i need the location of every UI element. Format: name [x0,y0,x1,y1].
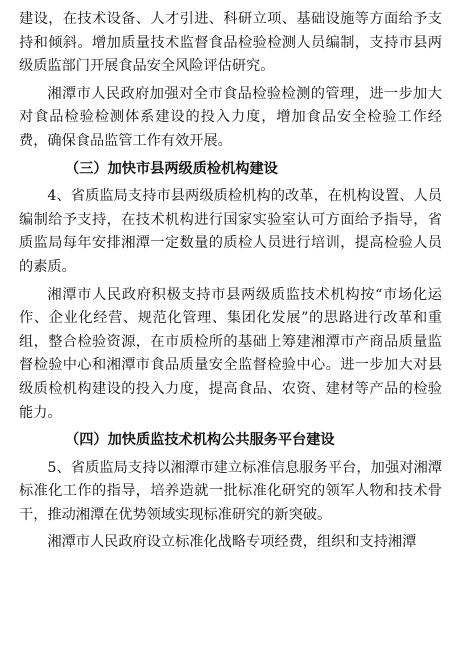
paragraph-1: 建设，在技术设备、人才引进、科研立项、基础设施等方面给予支持和倾斜。增加质量技术监督食品检验检测人员编制，支持市县两级质监部门开展食品安全风险评估研究。 [19,11,442,75]
paragraph-2: 湘潭市人民政府加强对全市食品检验检测的管理，进一步加大对食品检验检测体系建设的投入力度，增加食品安全检验工作经费，确保食品监管工作有效开展。 [19,85,442,149]
paragraph-6: 5、省质监局支持以湘潭市建立标准信息服务平台，加强对湘潭标准化工作的指导，培养造就一批标准化研究的领军人物和技术骨干，推动湘潭在优势领域实现标准研究的新突破。 [19,459,442,523]
paragraph-7: 湘潭市人民政府设立标准化战略专项经费，组织和支持湘潭 [47,534,417,551]
paragraph-5: 湘潭市人民政府积极支持市县两级质监技术机构按“市场化运作、企业化经营、规范化管理、集团化发展”的思路进行改革和重组，整合检验资源，在市质检所的基础上筹建湘潭市产商品质量监督检验中心和湘潭市食品质量安全监督检验中心。进一步加大对县级质检机构建设的投入力度，提高食品、农资、建材等产品的检验能力。 [19,286,442,421]
section-heading-3: （三）加快市县两级质检机构建设 [65,160,278,177]
paragraph-4: 4、省质监局支持市县两级质检机构的改革，在机构设置、人员编制给予支持，在技术机构进行国家实验室认可方面给予指导，省质监局每年安排湘潭一定数量的质检人员进行培训，提高检验人员的素质。 [19,188,442,275]
section-heading-4: （四）加快质监技术机构公共服务平台建设 [65,432,335,449]
